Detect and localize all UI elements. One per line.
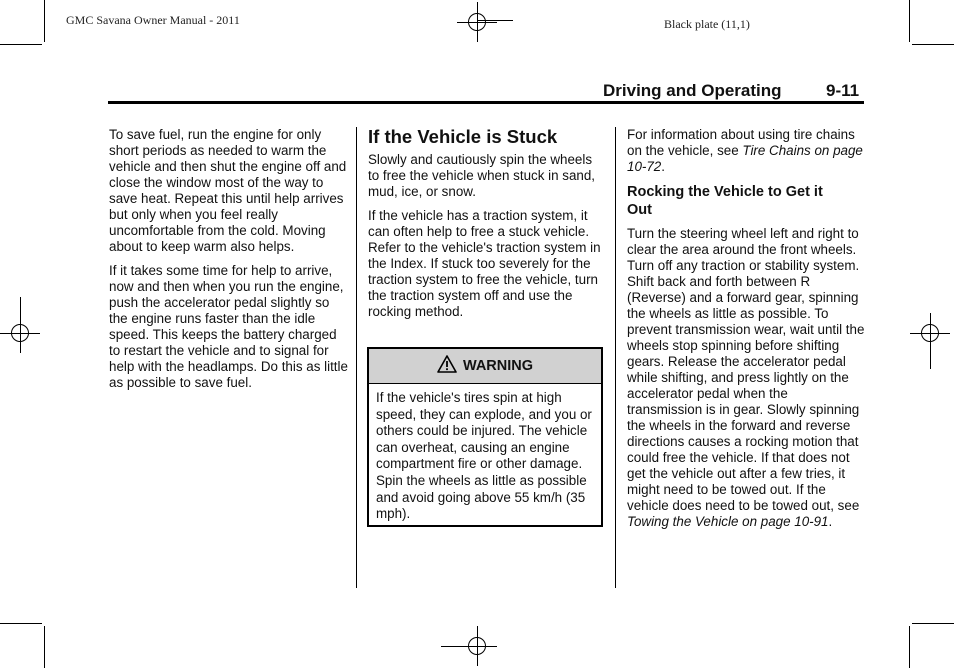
crop-mark — [0, 44, 42, 45]
crop-mark — [909, 626, 910, 668]
paragraph: For information about using tire chains on the vehicle, see Tire Chains on page 10-72. — [627, 127, 863, 174]
crop-mark — [912, 44, 954, 45]
column-divider — [356, 127, 357, 588]
paragraph: Slowly and cautiously spin the wheels to free the vehicle when stuck in sand, mud, ice, or snow. — [368, 152, 596, 199]
column-3 — [627, 127, 865, 538]
subheading: Rocking the Vehicle to Get it Out — [627, 184, 823, 218]
warning-triangle-icon — [437, 355, 457, 377]
manual-title: GMC Savana Owner Manual - 2011 — [66, 13, 240, 27]
cross-reference-link[interactable]: Towing the Vehicle on page 10-91 — [627, 514, 829, 529]
registration-bar — [477, 20, 513, 21]
crop-mark — [44, 0, 45, 42]
registration-bar — [930, 333, 931, 369]
warning-label: WARNING — [462, 358, 534, 374]
header-rule — [108, 101, 864, 104]
section-title: Driving and Operating — [603, 81, 782, 100]
column-1 — [109, 127, 349, 399]
crop-mark — [909, 0, 910, 42]
paragraph: To save fuel, run the engine for only short periods as needed to warm the vehicle and then shut the engine off and close the window most of the way to save heat. Repeat this until help arrives but only when you feel really uncomfortable from the cold. Moving about to keep warm also helps. — [109, 127, 347, 254]
warning-text: If the vehicle's tires spin at high speed, they can explode, and you or others could be injured. The vehicle can overheat, causing an engine compartment fire or other damage. Spin the wheels as little as possible and avoid going above 55 km/h (35 mph). — [376, 390, 592, 522]
column-2 — [368, 126, 606, 328]
paragraph: If the vehicle has a traction system, it can often help to free a stuck vehicle. Refer to the vehicle's traction system in the Index. If stuck too severely for the traction system to free the vehicle, turn the traction system off and use the rocking method. — [368, 208, 601, 319]
warning-header — [369, 349, 601, 384]
warning-box — [367, 347, 603, 527]
registration-bar — [441, 646, 477, 647]
crop-mark — [0, 623, 42, 624]
page-number: 9-11 — [826, 81, 860, 100]
plate-label: Black plate (11,1) — [664, 17, 750, 31]
registration-bar — [20, 297, 21, 333]
registration-mark-top — [457, 2, 497, 42]
crop-mark — [44, 626, 45, 668]
section-heading: If the Vehicle is Stuck — [368, 126, 558, 147]
crop-mark — [912, 623, 954, 624]
cross-reference-link[interactable]: Tire Chains on page 10-72 — [627, 143, 863, 174]
paragraph: If it takes some time for help to arrive, now and then when you run the engine, push the accelerator pedal slightly so the engine runs faster than the idle speed. This keeps the battery charged to restart the vehicle and to signal for help with the headlamps. Do this as little as possible to save fuel. — [109, 263, 348, 390]
column-divider — [615, 127, 616, 588]
paragraph: Turn the steering wheel left and right to clear the area around the front wheels. Turn off any traction or stability system. Shift back and forth between R (Reverse) and a forward gear, spinning the wheels as little as possible. To prevent transmission wear, wait until the wheels stop spinning before shifting gears. Release the accelerator pedal while shifting, and press lightly on the accelerator pedal when the transmission is in gear. Slowly spinning the wheels in the forward and reverse directions causes a rocking motion that could free the vehicle. If that does not get the vehicle out after a few tries, it might need to be towed out. If the vehicle does need to be towed out, see Towing the Vehicle on page 10-91. — [627, 226, 865, 529]
